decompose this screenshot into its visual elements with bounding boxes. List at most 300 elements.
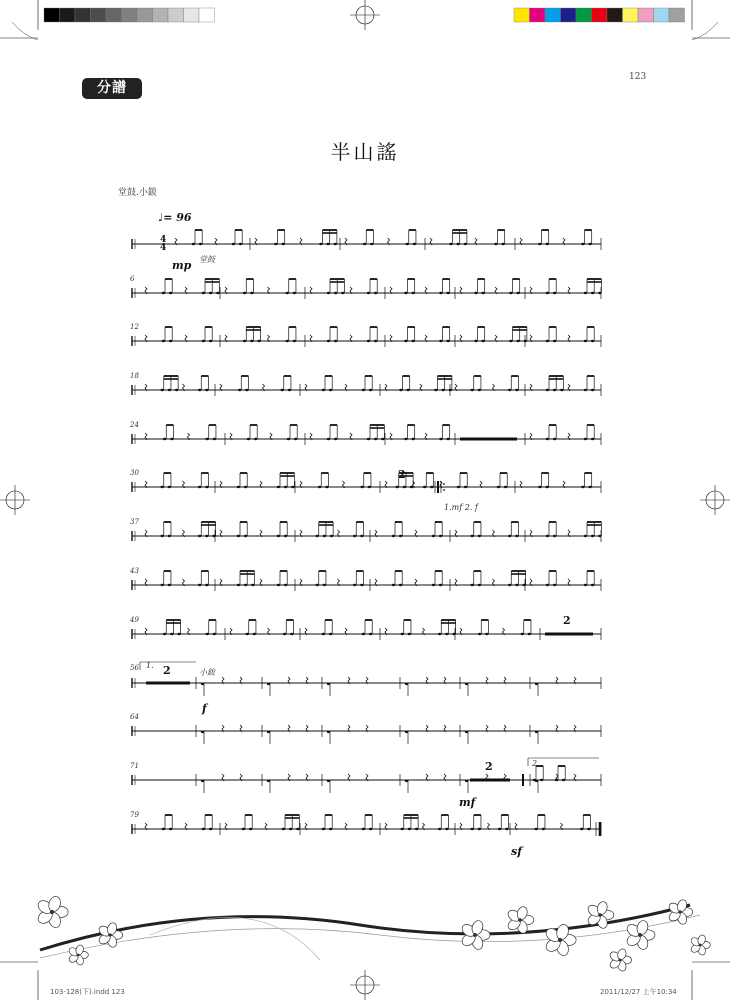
note-head <box>202 340 205 342</box>
note-head <box>239 243 242 245</box>
note-head <box>322 828 325 830</box>
note-head <box>430 486 433 488</box>
note-head <box>205 486 208 488</box>
note-head <box>168 486 171 488</box>
note-head <box>367 292 370 294</box>
note-head <box>169 340 172 342</box>
note-head <box>470 535 473 537</box>
note-head <box>445 828 448 830</box>
time-signature <box>160 236 166 252</box>
note-head <box>540 779 543 781</box>
measure-number: 56 <box>130 664 139 672</box>
note-head <box>474 292 477 294</box>
footer-date: 2011/12/27 上午10:34 <box>600 988 677 996</box>
note-head <box>508 584 511 586</box>
note-head <box>598 292 601 294</box>
note-head <box>232 243 235 245</box>
note-head <box>237 535 240 537</box>
note-head <box>533 779 536 781</box>
note-head <box>169 292 172 294</box>
note-head <box>591 340 594 342</box>
note-head <box>168 535 171 537</box>
note-head <box>538 486 541 488</box>
note-head <box>584 389 587 391</box>
note-head <box>243 292 246 294</box>
note-head <box>283 633 286 635</box>
note-head <box>168 584 171 586</box>
note-head <box>516 292 519 294</box>
note-head <box>546 292 549 294</box>
note-head <box>439 340 442 342</box>
note-head <box>515 584 518 586</box>
note-head <box>587 828 590 830</box>
quarter-note-icon: ♩ <box>158 211 164 224</box>
measure-number: 71 <box>130 762 139 770</box>
note-head <box>198 584 201 586</box>
dynamic-mp: mp <box>172 259 192 272</box>
note-head <box>434 389 437 391</box>
note-head <box>284 486 287 488</box>
multi-rest-count: 2 <box>563 614 571 627</box>
note-head <box>504 486 507 488</box>
note-head <box>330 535 333 537</box>
note-head <box>327 683 330 685</box>
note-head <box>287 438 290 440</box>
note-head <box>478 389 481 391</box>
note-head <box>400 828 403 830</box>
note-head <box>163 438 166 440</box>
note-head <box>369 389 372 391</box>
note-head <box>168 389 171 391</box>
note-head <box>362 389 365 391</box>
flower-icon-center <box>473 933 477 937</box>
note-head <box>553 340 556 342</box>
note-head <box>323 535 326 537</box>
note-head <box>201 683 204 685</box>
note-head <box>438 828 441 830</box>
note-head <box>534 828 537 830</box>
note-head <box>293 340 296 342</box>
flower-icon-center <box>678 910 681 913</box>
note-head <box>277 584 280 586</box>
note-head <box>322 389 325 391</box>
color-swatch <box>638 8 654 22</box>
grayscale-swatch <box>75 8 91 22</box>
note-head <box>374 340 377 342</box>
note-head <box>498 828 501 830</box>
ending-2-label: 2. <box>532 759 540 768</box>
note-head <box>399 389 402 391</box>
note-head <box>591 438 594 440</box>
note-head <box>553 292 556 294</box>
note-head <box>253 633 256 635</box>
note-head <box>370 243 373 245</box>
note-head <box>546 584 549 586</box>
note-head <box>198 535 201 537</box>
note-head <box>478 633 481 635</box>
note-head <box>360 535 363 537</box>
note-head <box>411 438 414 440</box>
time-signature-top: 4 <box>160 235 167 245</box>
note-head <box>465 683 468 685</box>
note-head <box>282 828 285 830</box>
note-head <box>326 243 329 245</box>
note-head <box>160 486 163 488</box>
note-head <box>177 633 180 635</box>
note-head <box>562 779 565 781</box>
note-head <box>367 340 370 342</box>
note-head <box>560 389 563 391</box>
measure-number: 12 <box>130 323 139 331</box>
tempo-marking <box>158 211 192 224</box>
note-head <box>553 535 556 537</box>
score-title: 半山謠 <box>330 140 400 164</box>
dynamic-mf: mf <box>459 796 476 809</box>
note-head <box>280 389 283 391</box>
note-head <box>205 389 208 391</box>
note-head <box>281 243 284 245</box>
note-head <box>209 828 212 830</box>
note-head <box>470 828 473 830</box>
color-swatch <box>514 8 530 22</box>
note-head <box>374 438 377 440</box>
note-head <box>546 389 549 391</box>
note-head <box>411 292 414 294</box>
note-head <box>546 438 549 440</box>
note-head <box>403 486 406 488</box>
note-head <box>334 292 337 294</box>
note-head <box>545 243 548 245</box>
note-head <box>591 535 594 537</box>
flower-icon-center <box>50 910 54 914</box>
flower-icon-center <box>638 933 642 937</box>
corner-curve <box>692 22 718 40</box>
note-head <box>591 584 594 586</box>
note-head <box>329 633 332 635</box>
note-head <box>319 243 322 245</box>
note-head <box>553 438 556 440</box>
time-signature-bottom: 4 <box>160 243 167 253</box>
color-swatch <box>530 8 546 22</box>
note-head <box>318 486 321 488</box>
note-head <box>205 438 208 440</box>
note-head <box>410 486 413 488</box>
grayscale-swatch <box>168 8 184 22</box>
note-head <box>406 389 409 391</box>
corner-curve <box>12 22 38 40</box>
note-head <box>432 535 435 537</box>
note-head <box>163 633 166 635</box>
note-head <box>341 292 344 294</box>
color-swatch <box>592 8 608 22</box>
dynamic-f: f <box>202 702 207 715</box>
flower-icon-center <box>108 933 111 936</box>
note-head <box>238 389 241 391</box>
note-head <box>584 340 587 342</box>
note-head <box>237 584 240 586</box>
note-head <box>405 243 408 245</box>
note-head <box>205 535 208 537</box>
note-head <box>501 243 504 245</box>
note-head <box>289 828 292 830</box>
measure-number: 79 <box>130 811 139 819</box>
tempo-value: = 96 <box>163 211 192 224</box>
note-head <box>274 243 277 245</box>
note-head <box>334 340 337 342</box>
flower-icon-center <box>77 954 80 957</box>
note-head <box>509 340 512 342</box>
note-head <box>244 535 247 537</box>
repeat-dynamics: 1.mf 2. f <box>444 503 478 512</box>
note-head <box>546 535 549 537</box>
note-head <box>325 486 328 488</box>
note-head <box>445 633 448 635</box>
color-swatch <box>654 8 670 22</box>
multi-rest-count: 2 <box>163 664 171 677</box>
note-head <box>478 535 481 537</box>
note-head <box>465 731 468 733</box>
note-head <box>327 292 330 294</box>
measure-number: 30 <box>130 469 139 477</box>
note-head <box>284 535 287 537</box>
note-head <box>244 584 247 586</box>
note-head <box>520 633 523 635</box>
grayscale-swatch <box>137 8 153 22</box>
measure-number: 43 <box>130 567 139 575</box>
note-head <box>478 584 481 586</box>
note-head <box>516 340 519 342</box>
color-swatch <box>561 8 577 22</box>
note-head <box>162 292 165 294</box>
note-head <box>245 633 248 635</box>
note-head <box>363 243 366 245</box>
note-head <box>508 389 511 391</box>
note-head <box>481 340 484 342</box>
note-head <box>535 683 538 685</box>
note-head <box>249 828 252 830</box>
note-head <box>538 243 541 245</box>
multi-rest-count: 2 <box>485 760 493 773</box>
note-head <box>588 243 591 245</box>
grayscale-swatch <box>184 8 200 22</box>
note-head <box>250 340 253 342</box>
note-head <box>505 828 508 830</box>
page-number: 123 <box>629 72 647 82</box>
note-head <box>381 438 384 440</box>
note-head <box>485 633 488 635</box>
note-head <box>242 828 245 830</box>
note-head <box>202 292 205 294</box>
note-head <box>291 486 294 488</box>
note-head <box>369 828 372 830</box>
note-head <box>202 828 205 830</box>
note-head <box>277 535 280 537</box>
note-head <box>408 828 411 830</box>
grayscale-swatch <box>106 8 122 22</box>
note-head <box>296 828 299 830</box>
note-head <box>315 535 318 537</box>
note-head <box>327 438 330 440</box>
color-swatch <box>607 8 623 22</box>
note-head <box>267 780 270 782</box>
color-swatch <box>623 8 639 22</box>
note-head <box>294 438 297 440</box>
note-head <box>169 828 172 830</box>
note-head <box>160 389 163 391</box>
note-head <box>464 486 467 488</box>
note-head <box>581 243 584 245</box>
measure-number: 64 <box>130 713 139 721</box>
note-head <box>209 340 212 342</box>
measure-number: 24 <box>130 421 139 429</box>
note-head <box>584 438 587 440</box>
note-head <box>284 584 287 586</box>
note-head <box>423 486 426 488</box>
flower-icon-center <box>619 959 622 962</box>
note-head <box>457 486 460 488</box>
note-head <box>267 683 270 685</box>
note-head <box>267 731 270 733</box>
note-head <box>588 486 591 488</box>
note-head <box>369 633 372 635</box>
note-head <box>545 486 548 488</box>
note-head <box>584 584 587 586</box>
note-head <box>465 780 468 782</box>
footer-file-info: 103-128(下).indd 123 <box>50 988 125 996</box>
measure-number: 37 <box>130 518 139 526</box>
note-head <box>285 340 288 342</box>
note-head <box>244 486 247 488</box>
note-head <box>474 340 477 342</box>
note-head <box>399 584 402 586</box>
note-head <box>374 292 377 294</box>
note-head <box>413 243 416 245</box>
note-head <box>446 438 449 440</box>
note-head <box>508 535 511 537</box>
flower-icon-center <box>518 918 522 922</box>
note-head <box>362 633 365 635</box>
note-head <box>515 389 518 391</box>
note-head <box>411 340 414 342</box>
note-head <box>201 731 204 733</box>
note-head <box>209 292 212 294</box>
note-head <box>591 389 594 391</box>
note-head <box>170 633 173 635</box>
note-head <box>395 486 398 488</box>
note-head <box>404 438 407 440</box>
note-head <box>327 340 330 342</box>
note-head <box>160 584 163 586</box>
flower-icon-center <box>598 913 602 917</box>
note-head <box>192 243 195 245</box>
note-head <box>392 584 395 586</box>
note-head <box>360 584 363 586</box>
measure-number: 49 <box>130 616 139 624</box>
note-head <box>245 389 248 391</box>
note-head <box>441 389 444 391</box>
flower-icon-center <box>699 944 702 947</box>
note-head <box>404 292 407 294</box>
note-head <box>353 535 356 537</box>
note-head <box>408 633 411 635</box>
note-head <box>201 780 204 782</box>
note-head <box>405 780 408 782</box>
note-head <box>334 438 337 440</box>
grayscale-swatch <box>122 8 138 22</box>
note-head <box>362 828 365 830</box>
note-head <box>392 535 395 537</box>
note-head <box>581 486 584 488</box>
note-head <box>481 292 484 294</box>
note-head <box>277 486 280 488</box>
note-head <box>327 731 330 733</box>
note-head <box>456 243 459 245</box>
note-head <box>470 389 473 391</box>
flower-icon-center <box>558 938 562 942</box>
note-head <box>598 535 601 537</box>
note-head <box>213 438 216 440</box>
note-head <box>285 292 288 294</box>
note-head <box>175 389 178 391</box>
note-head <box>243 340 246 342</box>
note-head <box>251 584 254 586</box>
note-head <box>162 340 165 342</box>
note-head <box>580 828 583 830</box>
note-head <box>205 584 208 586</box>
grayscale-swatch <box>44 8 60 22</box>
measure-number: 6 <box>130 275 135 283</box>
note-head <box>368 486 371 488</box>
grayscale-swatch <box>60 8 76 22</box>
note-head <box>439 292 442 294</box>
note-head <box>497 486 500 488</box>
note-head <box>405 731 408 733</box>
note-head <box>327 780 330 782</box>
decor-wave <box>150 917 320 960</box>
note-head <box>250 292 253 294</box>
note-head <box>478 828 481 830</box>
note-head <box>198 486 201 488</box>
color-swatch <box>545 8 561 22</box>
note-head <box>162 828 165 830</box>
note-head <box>315 584 318 586</box>
note-head <box>329 828 332 830</box>
note-head <box>323 584 326 586</box>
note-head <box>439 438 442 440</box>
dynamic-sf: sf <box>511 845 522 858</box>
note-head <box>509 292 512 294</box>
repeat-dot <box>443 483 445 485</box>
note-head <box>439 584 442 586</box>
note-head <box>399 535 402 537</box>
color-swatch <box>669 8 685 22</box>
multi-rest-count: 2 <box>398 468 406 481</box>
note-head <box>535 731 538 733</box>
note-head <box>553 389 556 391</box>
note-head <box>404 340 407 342</box>
note-head <box>464 243 467 245</box>
note-head <box>494 243 497 245</box>
note-head <box>528 633 531 635</box>
note-head <box>584 535 587 537</box>
note-head <box>199 243 202 245</box>
repeat-dot <box>443 489 445 491</box>
note-head <box>254 438 257 440</box>
note-head <box>329 389 332 391</box>
note-head <box>515 535 518 537</box>
cymbal-label: 小鈸 <box>199 668 215 677</box>
note-head <box>438 633 441 635</box>
